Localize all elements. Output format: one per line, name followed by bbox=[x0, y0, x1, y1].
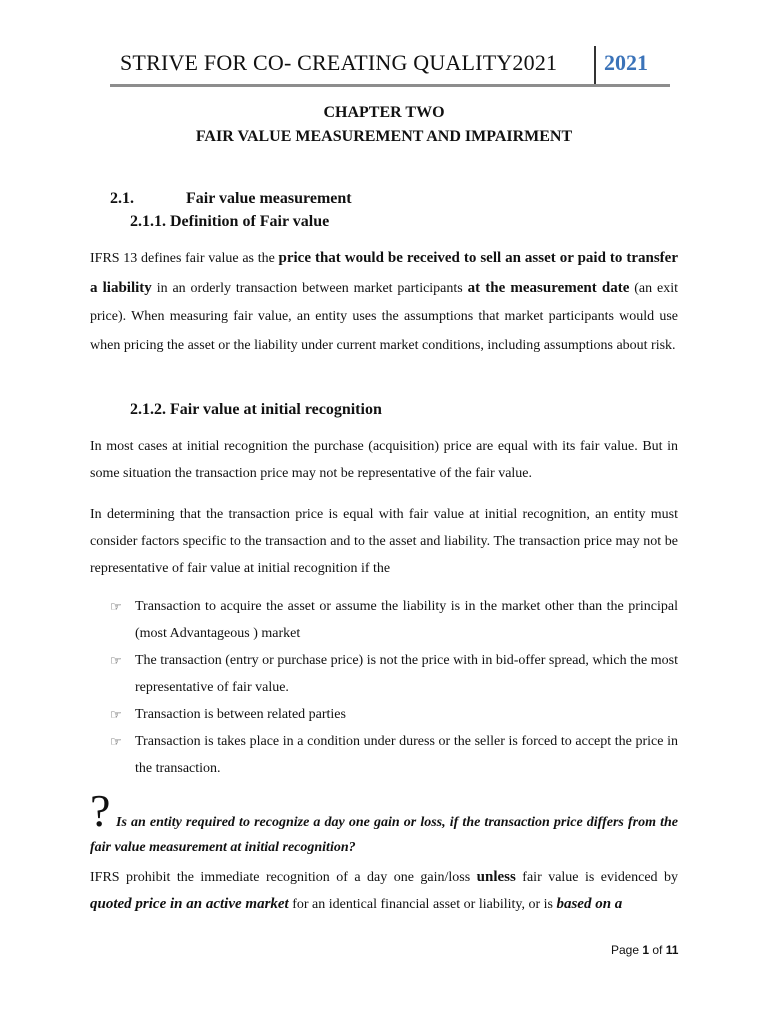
transaction-price-paragraph: In determining that the transaction price is equal with fair value at initial recognition, an entity must consider factors specific to the transaction and to the asset and liability. The transaction price may not be representative of fair value at initial recognition if the bbox=[90, 507, 678, 576]
list-item-text: Transaction is takes place in a condition under duress or the seller is forced to accept the price in the transaction. bbox=[135, 734, 678, 776]
chapter-subtitle: FAIR VALUE MEASUREMENT AND IMPAIRMENT bbox=[195, 128, 573, 145]
pointing-hand-icon: ☞ bbox=[110, 653, 122, 668]
transaction-conditions-list bbox=[110, 593, 678, 782]
initial-recognition-paragraph: In most cases at initial recognition the purchase (acquisition) price are equal with its fair value. But in some situation the transaction price may not be representative of the fair value. bbox=[90, 439, 678, 481]
list-item bbox=[110, 647, 678, 701]
bold-run: unless bbox=[476, 869, 516, 885]
pointing-hand-icon: ☞ bbox=[110, 707, 122, 722]
page-label: Page bbox=[611, 943, 643, 957]
text-run: fair value is evidenced by bbox=[515, 870, 678, 885]
section-number: 2.1. bbox=[110, 190, 134, 207]
of-label: of bbox=[649, 943, 666, 957]
chapter-title: CHAPTER TWO bbox=[323, 104, 445, 121]
section-heading-2-1-1: 2.1.1. Definition of Fair value bbox=[130, 213, 330, 230]
text-run: in an orderly transaction between market participants bbox=[151, 280, 468, 296]
text-run: (an exit price). When measuring fair value, an entity uses the assumptions that market participants would use when pricing the asset or the liability under current market conditions, including assumptions about risk. bbox=[90, 280, 679, 353]
text-run: IFRS prohibit the immediate recognition of a day one gain/loss bbox=[90, 870, 477, 885]
header-rule bbox=[110, 84, 670, 87]
header-divider bbox=[594, 46, 596, 84]
list-item bbox=[110, 593, 678, 647]
list-item-text: The transaction (entry or purchase price) is not the price with in bid-offer spread, which the most representative of fair value. bbox=[135, 653, 678, 695]
bold-run: price that would be received to sell an asset or paid to transfer a liability bbox=[90, 250, 678, 296]
text-run: IFRS 13 defines fair value as the bbox=[90, 251, 279, 266]
bold-italic-run: based on a bbox=[556, 896, 623, 912]
list-item-text: Transaction is between related parties bbox=[135, 707, 346, 722]
section-heading-2-1-2: 2.1.2. Fair value at initial recognition bbox=[130, 401, 382, 418]
day-one-gain-answer-paragraph bbox=[90, 864, 678, 918]
bold-italic-run: quoted price in an active market bbox=[90, 896, 289, 912]
question-mark-icon: ? bbox=[90, 785, 111, 836]
page-number: 1 bbox=[642, 943, 650, 957]
section-heading-2-1 bbox=[110, 190, 352, 208]
fair-value-definition-paragraph bbox=[90, 244, 678, 360]
bold-run: at the measurement date bbox=[467, 279, 630, 296]
page-header bbox=[0, 0, 768, 90]
page-total: 11 bbox=[665, 943, 679, 957]
pointing-hand-icon: ☞ bbox=[110, 599, 122, 614]
text-run: for an identical financial asset or liability, or is bbox=[288, 897, 557, 912]
day-one-gain-question: Is an entity required to recognize a day one gain or loss, if the transaction price differs from the fair value measurement at initial recognition? bbox=[90, 815, 678, 855]
header-year: 2021 bbox=[604, 50, 648, 75]
pointing-hand-icon: ☞ bbox=[110, 734, 122, 749]
section-title: Fair value measurement bbox=[186, 190, 352, 207]
list-item-text: Transaction to acquire the asset or assume the liability is in the market other than the principal (most Advantageous ) market bbox=[135, 599, 678, 641]
list-item bbox=[110, 728, 678, 782]
page-number-footer bbox=[611, 943, 678, 957]
list-item bbox=[110, 701, 678, 728]
header-title: STRIVE FOR CO- CREATING QUALITY2021 bbox=[120, 50, 558, 75]
